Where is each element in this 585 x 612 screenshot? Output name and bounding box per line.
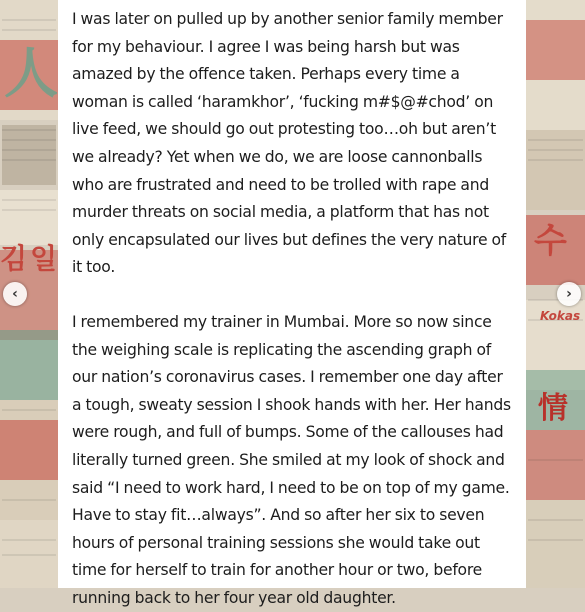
glyph-3: 일	[30, 242, 58, 275]
glyph-5: 情	[538, 391, 568, 426]
kokas-text: Kokas	[540, 309, 581, 323]
paragraph-1: I was later on pulled up by another senior family member for my behaviour. I agree I was being harsh but was amazed by the offence taken. Perhaps every time a woman is called ‘haramkhor’, ‘fucking m#$@#chod’ on live feed, we should go out protesting too…oh but aren’t we already? Yet when we do, we are loose cannonballs who are frustrated and need to be trolled with rape and murder threats on social media, a platform that has not only encapsulated our lives but defines the very nature of it too.	[72, 10, 507, 277]
glyph-2: 김	[0, 242, 28, 275]
post-text-card	[58, 0, 526, 607]
glyph-1: 人	[4, 42, 58, 105]
chevron-right-icon: ›	[566, 286, 572, 302]
paragraph-2: I remembered my trainer in Mumbai. More so now since the weighing scale is replicating the ascending graph of our nation’s coronavirus cases. I remember one day after a tough, sweaty session I shook hands with her. Her hands were rough, and full of bumps. Some of the callouses had literally turned green. She smiled at my look of shock and said “I need to work hard, I need to be on top of my game. Have to stay fit…always”. And so after her six to seven hours of personal training sessions she would take out time for herself to train for another hour or two, before running back to her four year old daughter.	[72, 312, 511, 607]
previous-slide-button[interactable]	[3, 282, 27, 306]
next-slide-button[interactable]	[557, 282, 581, 306]
glyph-4: 수	[534, 221, 567, 261]
chevron-left-icon: ‹	[12, 286, 18, 302]
